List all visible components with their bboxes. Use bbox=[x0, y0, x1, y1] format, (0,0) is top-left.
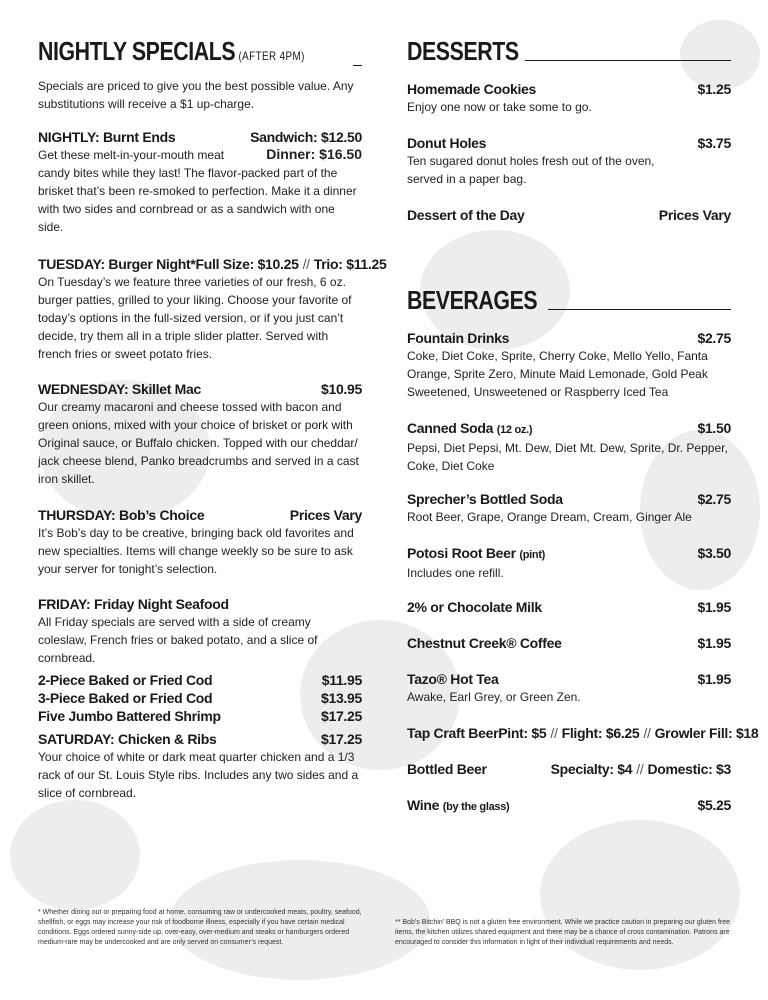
thursday-name: THURSDAY: Bob’s Choice bbox=[38, 507, 205, 523]
saturday-price: $17.25 bbox=[320, 731, 362, 747]
beverage-item-sprecher bbox=[407, 490, 731, 526]
nightly-specials-subtitle: (AFTER 4PM) bbox=[238, 49, 305, 63]
beverage-note: (12 oz.) bbox=[496, 424, 533, 436]
seafood-item-price: $13.95 bbox=[320, 690, 362, 706]
burnt-ends-name: NIGHTLY: Burnt Ends bbox=[38, 129, 176, 145]
dessert-description: Ten sugared donut holes fresh out of the oven, served in a paper bag. bbox=[407, 154, 655, 186]
beverage-item-potosi bbox=[407, 544, 731, 582]
beverage-name: Canned Soda bbox=[407, 420, 494, 436]
dessert-price: $3.75 bbox=[697, 135, 731, 151]
dessert-item bbox=[407, 206, 731, 224]
friday-description: All Friday specials are served with a side of creamy coleslaw, French fries or baked potato, and a slice of cornbread. bbox=[38, 615, 318, 665]
thursday-price: Prices Vary bbox=[289, 507, 362, 523]
thursday-description: It’s Bob’s day to be creative, bringing back old favorites and new specialties. Items will change weekly so be sure to ask your server for tonight’s selection. bbox=[38, 526, 354, 576]
desserts-heading bbox=[407, 38, 731, 64]
tuesday-full-size-price: Full Size: $10.25 bbox=[195, 256, 299, 272]
tuesday-description: On Tuesday’s we feature three varieties of our fresh, 6 oz. burger patties, grilled to your liking. Choose your favorite of today’s options in the full-sized version, or if you just can’t decide, try them all in a triple slider platter. Served with french fries or sweet potato fries. bbox=[38, 275, 352, 361]
beverage-description: Pepsi, Diet Pepsi, Mt. Dew, Diet Mt. Dew, Sprite, Dr. Pepper, Coke, Diet Coke bbox=[407, 441, 728, 473]
price-separator: // bbox=[550, 725, 558, 741]
dessert-price: $1.25 bbox=[697, 81, 731, 97]
dessert-name: Homemade Cookies bbox=[407, 81, 537, 97]
beverage-price: $2.75 bbox=[697, 491, 731, 507]
footnote-gluten: ** Bob’s Bitchin’ BBQ is not a gluten free environment. While we practice caution in preparing our gluten free items, the kitchen utilizes shared equipment and there may be a chance of cross contamination. Patrons are encouraged to consider this information in light of their individual requirements and needs. bbox=[395, 919, 731, 946]
tuesday-trio-price: Trio: $11.25 bbox=[313, 256, 387, 272]
heading-rule bbox=[525, 60, 731, 61]
price-separator: // bbox=[636, 761, 644, 777]
beverage-name: Fountain Drinks bbox=[407, 330, 510, 346]
beverages-title: BEVERAGES bbox=[407, 285, 538, 315]
wednesday-price: $10.95 bbox=[320, 381, 362, 397]
beverage-item-bottled-beer bbox=[407, 760, 731, 778]
bottled-specialty-price: Specialty: $4 bbox=[550, 761, 633, 777]
friday-seafood-list bbox=[38, 671, 362, 725]
nightly-specials-heading bbox=[38, 38, 362, 69]
burnt-ends-sandwich-price: Sandwich: $12.50 bbox=[250, 129, 362, 145]
beverage-item-tap-beer bbox=[407, 724, 759, 742]
beverage-note: (pint) bbox=[519, 549, 546, 561]
wednesday-description: Our creamy macaroni and cheese tossed with bacon and green onions, mixed with your choice of brisket or pork with Original sauce, or Buffalo chicken. Topped with our cheddar/ jack cheese blend, Panko breadcrumbs and served in a cast iron skillet. bbox=[38, 400, 359, 486]
beverages-heading bbox=[407, 287, 731, 313]
beverage-item-milk bbox=[407, 598, 731, 616]
seafood-item-price: $17.25 bbox=[320, 708, 362, 724]
tap-flight-price: Flight: $6.25 bbox=[561, 725, 640, 741]
footnote-raw-food: * Whether dining out or preparing food at home, consuming raw or undercooked meats, poultry, seafood, shellfish, or eggs may increase your risk of foodborne illness, especially if you have certain medical conditions. Eggs ordered sunny-side up, over-easy, over-medium and steaks or hamburgers ordered medium-rare may be undercooked and are only served on consumer’s request. bbox=[38, 909, 362, 946]
dessert-description: Enjoy one now or take some to go. bbox=[407, 100, 592, 114]
seafood-item-name: 2-Piece Baked or Fried Cod bbox=[38, 672, 213, 688]
beverage-description: Awake, Earl Grey, or Green Zen. bbox=[407, 690, 581, 704]
list-item bbox=[38, 707, 362, 725]
beverage-price: $1.95 bbox=[697, 635, 731, 651]
beverage-name: Wine bbox=[407, 797, 440, 813]
beverage-item-tea bbox=[407, 670, 731, 706]
wednesday-item bbox=[38, 380, 362, 488]
dessert-price: Prices Vary bbox=[658, 207, 731, 223]
nightly-specials-intro: Specials are priced to give you the best possible value. Any substitutions will receive a $1 up-charge. bbox=[38, 79, 354, 111]
tuesday-item bbox=[38, 255, 387, 363]
beverage-name: Bottled Beer bbox=[407, 761, 487, 777]
saturday-name: SATURDAY: Chicken & Ribs bbox=[38, 731, 217, 747]
price-separator: // bbox=[643, 725, 651, 741]
beverage-description: Root Beer, Grape, Orange Dream, Cream, Ginger Ale bbox=[407, 510, 692, 524]
background-splatter bbox=[10, 800, 140, 910]
friday-name: FRIDAY: Friday Night Seafood bbox=[38, 596, 229, 612]
beverage-item-wine bbox=[407, 796, 731, 816]
seafood-item-name: 3-Piece Baked or Fried Cod bbox=[38, 690, 213, 706]
beverage-price: $1.95 bbox=[697, 671, 731, 687]
dessert-name: Dessert of the Day bbox=[407, 207, 525, 223]
beverage-price: $5.25 bbox=[697, 797, 731, 813]
beverage-name: 2% or Chocolate Milk bbox=[407, 599, 542, 615]
beverage-description: Coke, Diet Coke, Sprite, Cherry Coke, Mello Yello, Fanta Orange, Sprite Zero, Minute Maid Lemonade, Gold Peak Sweetened, Unsweetened or Raspberry Iced Tea bbox=[407, 349, 708, 399]
saturday-item bbox=[38, 730, 362, 802]
beverage-price: $1.50 bbox=[697, 420, 731, 436]
beverage-name: Tap Craft Beer bbox=[407, 725, 499, 741]
dessert-item bbox=[407, 80, 731, 116]
tap-pint-price: Pint: $5 bbox=[498, 725, 547, 741]
beverage-note: (by the glass) bbox=[442, 801, 510, 813]
beverage-item-coffee bbox=[407, 634, 731, 652]
nightly-specials-title: NIGHTLY SPECIALS bbox=[38, 36, 236, 66]
burnt-ends-dinner-price: Dinner: $16.50 bbox=[266, 146, 362, 162]
burnt-ends-description: Get these melt-in-your-mouth meat candy bites while they last! The flavor-packed part of the brisket that’s been re-smoked to perfection. Make it a dinner with two sides and cornbread or as a sandwich with one side. bbox=[38, 148, 357, 234]
beverage-price: $3.50 bbox=[697, 545, 731, 561]
beverage-price: $2.75 bbox=[697, 330, 731, 346]
dessert-name: Donut Holes bbox=[407, 135, 487, 151]
tap-growler-price: Growler Fill: $18 bbox=[654, 725, 759, 741]
desserts-title: DESSERTS bbox=[407, 36, 519, 66]
beverage-name: Potosi Root Beer bbox=[407, 545, 516, 561]
saturday-description: Your choice of white or dark meat quarter chicken and a 1/3 rack of our St. Louis Style ribs. Includes any two sides and a slice of cornbread. bbox=[38, 750, 359, 800]
burnt-ends-item bbox=[38, 128, 362, 236]
price-separator: // bbox=[302, 256, 310, 272]
tuesday-name: TUESDAY: Burger Night* bbox=[38, 256, 196, 272]
beverage-price: $1.95 bbox=[697, 599, 731, 615]
seafood-item-price: $11.95 bbox=[321, 672, 362, 688]
beverage-name: Sprecher’s Bottled Soda bbox=[407, 491, 563, 507]
wednesday-name: WEDNESDAY: Skillet Mac bbox=[38, 381, 201, 397]
bottled-domestic-price: Domestic: $3 bbox=[647, 761, 731, 777]
dessert-item bbox=[407, 134, 731, 188]
heading-rule bbox=[548, 309, 731, 310]
beverage-description: Includes one refill. bbox=[407, 566, 504, 580]
seafood-item-name: Five Jumbo Battered Shrimp bbox=[38, 708, 221, 724]
thursday-item bbox=[38, 506, 362, 578]
heading-rule bbox=[353, 65, 362, 66]
beverage-item-canned bbox=[407, 419, 731, 475]
list-item bbox=[38, 689, 362, 707]
beverage-item-fountain bbox=[407, 329, 731, 401]
friday-item bbox=[38, 595, 362, 725]
beverage-name: Tazo® Hot Tea bbox=[407, 671, 499, 687]
beverage-name: Chestnut Creek® Coffee bbox=[407, 635, 562, 651]
list-item bbox=[38, 671, 362, 689]
